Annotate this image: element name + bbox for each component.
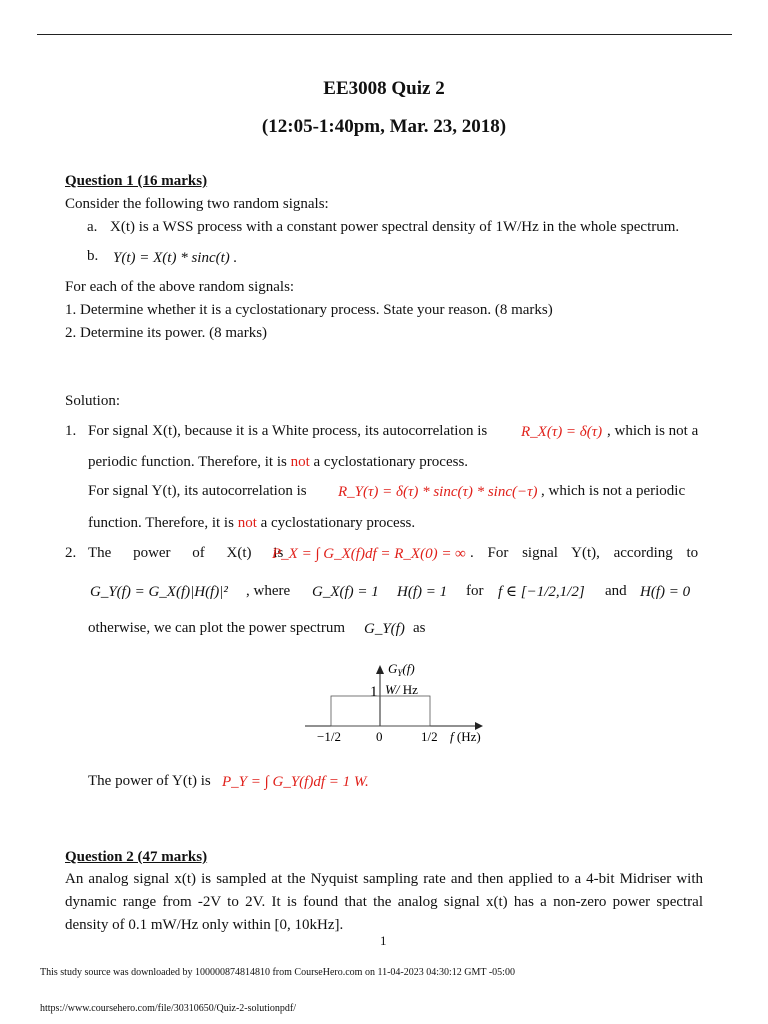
solution-2-line1-end: . For signal Y(t), according to — [470, 545, 699, 561]
q1-a-text: X(t) is a WSS process with a constant power spectral density of 1W/Hz in the whole spectrum. — [110, 219, 680, 235]
gx-value-equation: G_X(f) = 1 — [312, 584, 379, 600]
page-subtitle: (12:05-1:40pm, Mar. 23, 2018) — [261, 116, 507, 137]
page-title: EE3008 Quiz 2 — [323, 78, 445, 99]
power-x-equation: P_X = ∫ G_X(f)df = R_X(0) = ∞ — [272, 546, 466, 562]
tick-label-zero: 0 — [376, 729, 383, 744]
gy-symbol: G_Y(f) — [364, 621, 405, 637]
q1-b-equation: Y(t) = X(t) * sinc(t) . — [113, 250, 238, 266]
solution-1-line2: periodic function. Therefore, it is not a cyclostationary process. — [88, 454, 469, 470]
power-spectrum-plot — [300, 656, 500, 752]
power-y-equation: P_Y = ∫ G_Y(f)df = 1 W. — [222, 774, 369, 790]
h-passband-equation: H(f) = 1 — [397, 584, 448, 600]
gy-axis-label: $G_Y(f)$ — [388, 661, 415, 678]
not-highlight-2: not — [237, 515, 257, 531]
autocorrelation-y-equation: R_Y(τ) = δ(τ) * sinc(τ) * sinc(−τ) — [338, 484, 538, 500]
gy-axis-arrow — [376, 665, 384, 674]
q2-line1: An analog signal x(t) is sampled at the Nyquist sampling rate and then applied to a 4-bit Midriser with — [65, 871, 703, 887]
q1-b-label: b. — [87, 248, 99, 264]
solution-label: Solution: — [65, 393, 121, 409]
solution-2-line3-text: otherwise, we can plot the power spectrum — [88, 620, 345, 636]
q1-task1: 1. Determine whether it is a cyclostationary process. State your reason. (8 marks) — [65, 302, 553, 318]
height-label: 1 — [370, 684, 378, 700]
autocorrelation-x-equation: R_X(τ) = δ(τ) — [521, 424, 603, 440]
where-text: , where — [246, 583, 291, 599]
tick-label-positive-half: 1/2 — [421, 729, 438, 744]
footer-source-url[interactable]: https://www.coursehero.com/file/30310650/Quiz-2-solutionpdf/ — [40, 1003, 296, 1014]
q2-heading: Question 2 (47 marks) — [65, 849, 208, 865]
frequency-axis-label: f (Hz) — [450, 729, 481, 744]
for-text: for — [466, 583, 484, 599]
q1-a-label: a. — [87, 219, 98, 235]
frequency-range-equation: f ∈ [−1/2,1/2] — [498, 584, 585, 600]
q1-heading: Question 1 (16 marks) — [65, 173, 208, 189]
q1-intro: Consider the following two random signals: — [65, 196, 329, 212]
solution-1-line4: function. Therefore, it is not a cyclostationary process. — [88, 515, 416, 531]
solution-2-line1-text: The power of X(t) is — [88, 545, 284, 561]
tick-label-negative-half: −1/2 — [317, 729, 341, 744]
solution-1-line1-text: For signal X(t), because it is a White process, its autocorrelation is — [88, 423, 488, 439]
q1-task2: 2. Determine its power. (8 marks) — [65, 325, 268, 341]
solution-2-number: 2. — [65, 545, 77, 561]
not-highlight-1: not — [290, 454, 310, 470]
page-number: 1 — [380, 933, 387, 948]
gy-relation-equation: G_Y(f) = G_X(f)|H(f)|² — [90, 584, 228, 600]
q2-line2: dynamic range from -2V to 2V. It is found that the analog signal x(t) has a non-zero power spectral — [65, 894, 703, 910]
solution-1-line3-end: , which is not a periodic — [541, 483, 686, 499]
q1-for-each: For each of the above random signals: — [65, 279, 295, 295]
solution-1-line1-end: , which is not a — [607, 423, 699, 439]
unit-label: W/ Hz — [385, 682, 418, 697]
footer-download-notice: This study source was downloaded by 100000874814810 from CourseHero.com on 11-04-2023 04:30:12 GMT -05:00 — [40, 967, 515, 978]
power-y-text: The power of Y(t) is — [88, 773, 211, 789]
top-rule — [37, 34, 732, 35]
q2-line3: density of 0.1 mW/Hz only within [0, 10kHz]. — [65, 917, 344, 933]
solution-1-line3-text: For signal Y(t), its autocorrelation is — [88, 483, 307, 499]
h-stopband-equation: H(f) = 0 — [640, 584, 691, 600]
as-text: as — [413, 620, 426, 636]
solution-1-number: 1. — [65, 423, 77, 439]
and-text: and — [605, 583, 627, 599]
